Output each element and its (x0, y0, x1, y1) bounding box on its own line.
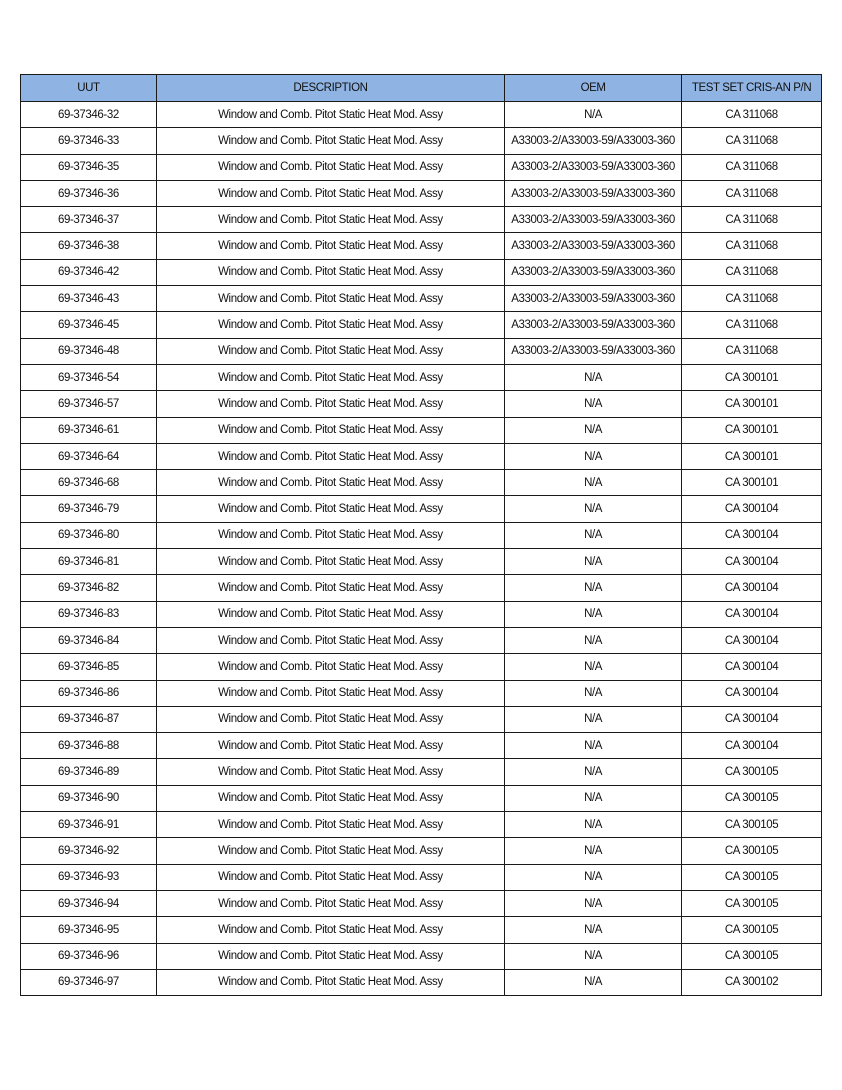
cell-uut: 69-37346-57 (21, 391, 157, 417)
cell-test-set: CA 300104 (682, 654, 822, 680)
table-row (21, 706, 822, 732)
cell-test-set: CA 311068 (682, 180, 822, 206)
cell-description: Window and Comb. Pitot Static Heat Mod. Assy (156, 812, 504, 838)
cell-test-set: CA 300104 (682, 496, 822, 522)
cell-description: Window and Comb. Pitot Static Heat Mod. Assy (156, 207, 504, 233)
cell-test-set: CA 300104 (682, 733, 822, 759)
table-row (21, 733, 822, 759)
cell-test-set: CA 300105 (682, 785, 822, 811)
table-row (21, 838, 822, 864)
table-row (21, 180, 822, 206)
cell-oem: N/A (505, 470, 682, 496)
cell-description: Window and Comb. Pitot Static Heat Mod. Assy (156, 759, 504, 785)
cell-uut: 69-37346-85 (21, 654, 157, 680)
cell-uut: 69-37346-32 (21, 102, 157, 128)
cell-description: Window and Comb. Pitot Static Heat Mod. Assy (156, 338, 504, 364)
cell-description: Window and Comb. Pitot Static Heat Mod. Assy (156, 470, 504, 496)
cell-description: Window and Comb. Pitot Static Heat Mod. Assy (156, 102, 504, 128)
cell-description: Window and Comb. Pitot Static Heat Mod. Assy (156, 549, 504, 575)
table-row (21, 549, 822, 575)
cell-description: Window and Comb. Pitot Static Heat Mod. Assy (156, 364, 504, 390)
cell-uut: 69-37346-86 (21, 680, 157, 706)
cell-uut: 69-37346-92 (21, 838, 157, 864)
cell-uut: 69-37346-48 (21, 338, 157, 364)
table-row (21, 470, 822, 496)
cell-uut: 69-37346-68 (21, 470, 157, 496)
cell-test-set: CA 300105 (682, 890, 822, 916)
cell-description: Window and Comb. Pitot Static Heat Mod. Assy (156, 312, 504, 338)
cell-test-set: CA 300104 (682, 549, 822, 575)
cell-test-set: CA 300101 (682, 470, 822, 496)
cell-oem: N/A (505, 627, 682, 653)
cell-oem: A33003-2/A33003-59/A33003-360 (505, 233, 682, 259)
cell-test-set: CA 311068 (682, 154, 822, 180)
table-header-row (21, 75, 822, 102)
cell-oem: N/A (505, 549, 682, 575)
cell-uut: 69-37346-91 (21, 812, 157, 838)
cell-uut: 69-37346-94 (21, 890, 157, 916)
table-body (21, 102, 822, 996)
cell-uut: 69-37346-88 (21, 733, 157, 759)
cell-oem: N/A (505, 680, 682, 706)
cell-oem: N/A (505, 417, 682, 443)
cell-oem: N/A (505, 706, 682, 732)
cell-test-set: CA 300101 (682, 391, 822, 417)
table-row (21, 233, 822, 259)
cell-uut: 69-37346-33 (21, 128, 157, 154)
cell-test-set: CA 300101 (682, 443, 822, 469)
table-row (21, 864, 822, 890)
table-row (21, 601, 822, 627)
cell-oem: N/A (505, 443, 682, 469)
cell-oem: N/A (505, 969, 682, 995)
cell-description: Window and Comb. Pitot Static Heat Mod. Assy (156, 943, 504, 969)
cell-oem: N/A (505, 654, 682, 680)
cell-oem: N/A (505, 733, 682, 759)
cell-uut: 69-37346-80 (21, 522, 157, 548)
cell-oem: N/A (505, 917, 682, 943)
cell-test-set: CA 300101 (682, 364, 822, 390)
cell-uut: 69-37346-96 (21, 943, 157, 969)
table-row (21, 785, 822, 811)
cell-oem: N/A (505, 496, 682, 522)
table-row (21, 443, 822, 469)
header-test-set: TEST SET CRIS-AN P/N (682, 75, 822, 102)
cell-description: Window and Comb. Pitot Static Heat Mod. Assy (156, 890, 504, 916)
cell-uut: 69-37346-54 (21, 364, 157, 390)
cell-uut: 69-37346-38 (21, 233, 157, 259)
cell-uut: 69-37346-79 (21, 496, 157, 522)
header-uut: UUT (21, 75, 157, 102)
cell-oem: N/A (505, 838, 682, 864)
cell-oem: A33003-2/A33003-59/A33003-360 (505, 312, 682, 338)
table-row (21, 128, 822, 154)
table-row (21, 364, 822, 390)
cell-oem: A33003-2/A33003-59/A33003-360 (505, 154, 682, 180)
cell-description: Window and Comb. Pitot Static Heat Mod. Assy (156, 417, 504, 443)
table-row (21, 812, 822, 838)
cell-test-set: CA 311068 (682, 286, 822, 312)
cell-description: Window and Comb. Pitot Static Heat Mod. Assy (156, 733, 504, 759)
cell-uut: 69-37346-83 (21, 601, 157, 627)
table-row (21, 943, 822, 969)
cell-test-set: CA 300105 (682, 917, 822, 943)
cell-oem: A33003-2/A33003-59/A33003-360 (505, 286, 682, 312)
cell-description: Window and Comb. Pitot Static Heat Mod. Assy (156, 654, 504, 680)
table-row (21, 969, 822, 995)
cell-description: Window and Comb. Pitot Static Heat Mod. Assy (156, 391, 504, 417)
cell-oem: N/A (505, 575, 682, 601)
table-row (21, 207, 822, 233)
cell-oem: A33003-2/A33003-59/A33003-360 (505, 259, 682, 285)
cell-uut: 69-37346-43 (21, 286, 157, 312)
cell-description: Window and Comb. Pitot Static Heat Mod. Assy (156, 627, 504, 653)
cell-description: Window and Comb. Pitot Static Heat Mod. Assy (156, 443, 504, 469)
cell-oem: N/A (505, 391, 682, 417)
cell-uut: 69-37346-45 (21, 312, 157, 338)
cell-oem: N/A (505, 864, 682, 890)
cell-uut: 69-37346-89 (21, 759, 157, 785)
cell-test-set: CA 300105 (682, 943, 822, 969)
table-row (21, 338, 822, 364)
cell-description: Window and Comb. Pitot Static Heat Mod. Assy (156, 180, 504, 206)
cell-uut: 69-37346-61 (21, 417, 157, 443)
cell-oem: N/A (505, 785, 682, 811)
cell-uut: 69-37346-36 (21, 180, 157, 206)
cell-test-set: CA 300105 (682, 812, 822, 838)
cell-oem: N/A (505, 890, 682, 916)
table-row (21, 522, 822, 548)
cell-description: Window and Comb. Pitot Static Heat Mod. Assy (156, 286, 504, 312)
table-row (21, 391, 822, 417)
table-row (21, 286, 822, 312)
cell-description: Window and Comb. Pitot Static Heat Mod. Assy (156, 575, 504, 601)
cell-uut: 69-37346-93 (21, 864, 157, 890)
cell-uut: 69-37346-37 (21, 207, 157, 233)
cell-oem: A33003-2/A33003-59/A33003-360 (505, 128, 682, 154)
cell-test-set: CA 311068 (682, 207, 822, 233)
table-row (21, 154, 822, 180)
cell-test-set: CA 300102 (682, 969, 822, 995)
cell-uut: 69-37346-95 (21, 917, 157, 943)
cell-test-set: CA 311068 (682, 128, 822, 154)
table-row (21, 312, 822, 338)
table-row (21, 259, 822, 285)
cell-test-set: CA 300105 (682, 759, 822, 785)
cell-test-set: CA 300105 (682, 838, 822, 864)
cell-test-set: CA 300104 (682, 706, 822, 732)
parts-table-container (20, 74, 822, 996)
cell-description: Window and Comb. Pitot Static Heat Mod. Assy (156, 233, 504, 259)
cell-test-set: CA 311068 (682, 102, 822, 128)
cell-description: Window and Comb. Pitot Static Heat Mod. Assy (156, 838, 504, 864)
cell-uut: 69-37346-82 (21, 575, 157, 601)
cell-oem: A33003-2/A33003-59/A33003-360 (505, 207, 682, 233)
cell-test-set: CA 300104 (682, 522, 822, 548)
cell-description: Window and Comb. Pitot Static Heat Mod. Assy (156, 706, 504, 732)
cell-description: Window and Comb. Pitot Static Heat Mod. Assy (156, 259, 504, 285)
cell-description: Window and Comb. Pitot Static Heat Mod. Assy (156, 969, 504, 995)
cell-oem: N/A (505, 943, 682, 969)
table-row (21, 575, 822, 601)
cell-description: Window and Comb. Pitot Static Heat Mod. Assy (156, 496, 504, 522)
cell-uut: 69-37346-42 (21, 259, 157, 285)
table-row (21, 917, 822, 943)
table-row (21, 102, 822, 128)
cell-test-set: CA 300104 (682, 575, 822, 601)
cell-description: Window and Comb. Pitot Static Heat Mod. Assy (156, 680, 504, 706)
cell-test-set: CA 300104 (682, 601, 822, 627)
header-description: DESCRIPTION (156, 75, 504, 102)
parts-table (20, 74, 822, 996)
cell-test-set: CA 300104 (682, 627, 822, 653)
cell-test-set: CA 300104 (682, 680, 822, 706)
cell-description: Window and Comb. Pitot Static Heat Mod. Assy (156, 864, 504, 890)
cell-test-set: CA 311068 (682, 259, 822, 285)
table-row (21, 417, 822, 443)
cell-test-set: CA 300105 (682, 864, 822, 890)
cell-description: Window and Comb. Pitot Static Heat Mod. Assy (156, 154, 504, 180)
cell-description: Window and Comb. Pitot Static Heat Mod. Assy (156, 917, 504, 943)
cell-oem: N/A (505, 812, 682, 838)
cell-oem: N/A (505, 102, 682, 128)
table-row (21, 654, 822, 680)
table-row (21, 759, 822, 785)
cell-uut: 69-37346-90 (21, 785, 157, 811)
cell-oem: N/A (505, 364, 682, 390)
cell-test-set: CA 300101 (682, 417, 822, 443)
cell-oem: A33003-2/A33003-59/A33003-360 (505, 180, 682, 206)
cell-oem: N/A (505, 759, 682, 785)
cell-uut: 69-37346-81 (21, 549, 157, 575)
cell-oem: N/A (505, 522, 682, 548)
cell-oem: N/A (505, 601, 682, 627)
cell-uut: 69-37346-35 (21, 154, 157, 180)
cell-description: Window and Comb. Pitot Static Heat Mod. Assy (156, 601, 504, 627)
cell-test-set: CA 311068 (682, 233, 822, 259)
cell-description: Window and Comb. Pitot Static Heat Mod. Assy (156, 128, 504, 154)
cell-uut: 69-37346-64 (21, 443, 157, 469)
table-row (21, 680, 822, 706)
header-oem: OEM (505, 75, 682, 102)
cell-test-set: CA 311068 (682, 338, 822, 364)
cell-description: Window and Comb. Pitot Static Heat Mod. Assy (156, 785, 504, 811)
table-row (21, 890, 822, 916)
cell-uut: 69-37346-97 (21, 969, 157, 995)
cell-description: Window and Comb. Pitot Static Heat Mod. Assy (156, 522, 504, 548)
table-row (21, 496, 822, 522)
cell-uut: 69-37346-84 (21, 627, 157, 653)
cell-uut: 69-37346-87 (21, 706, 157, 732)
cell-oem: A33003-2/A33003-59/A33003-360 (505, 338, 682, 364)
table-row (21, 627, 822, 653)
cell-test-set: CA 311068 (682, 312, 822, 338)
